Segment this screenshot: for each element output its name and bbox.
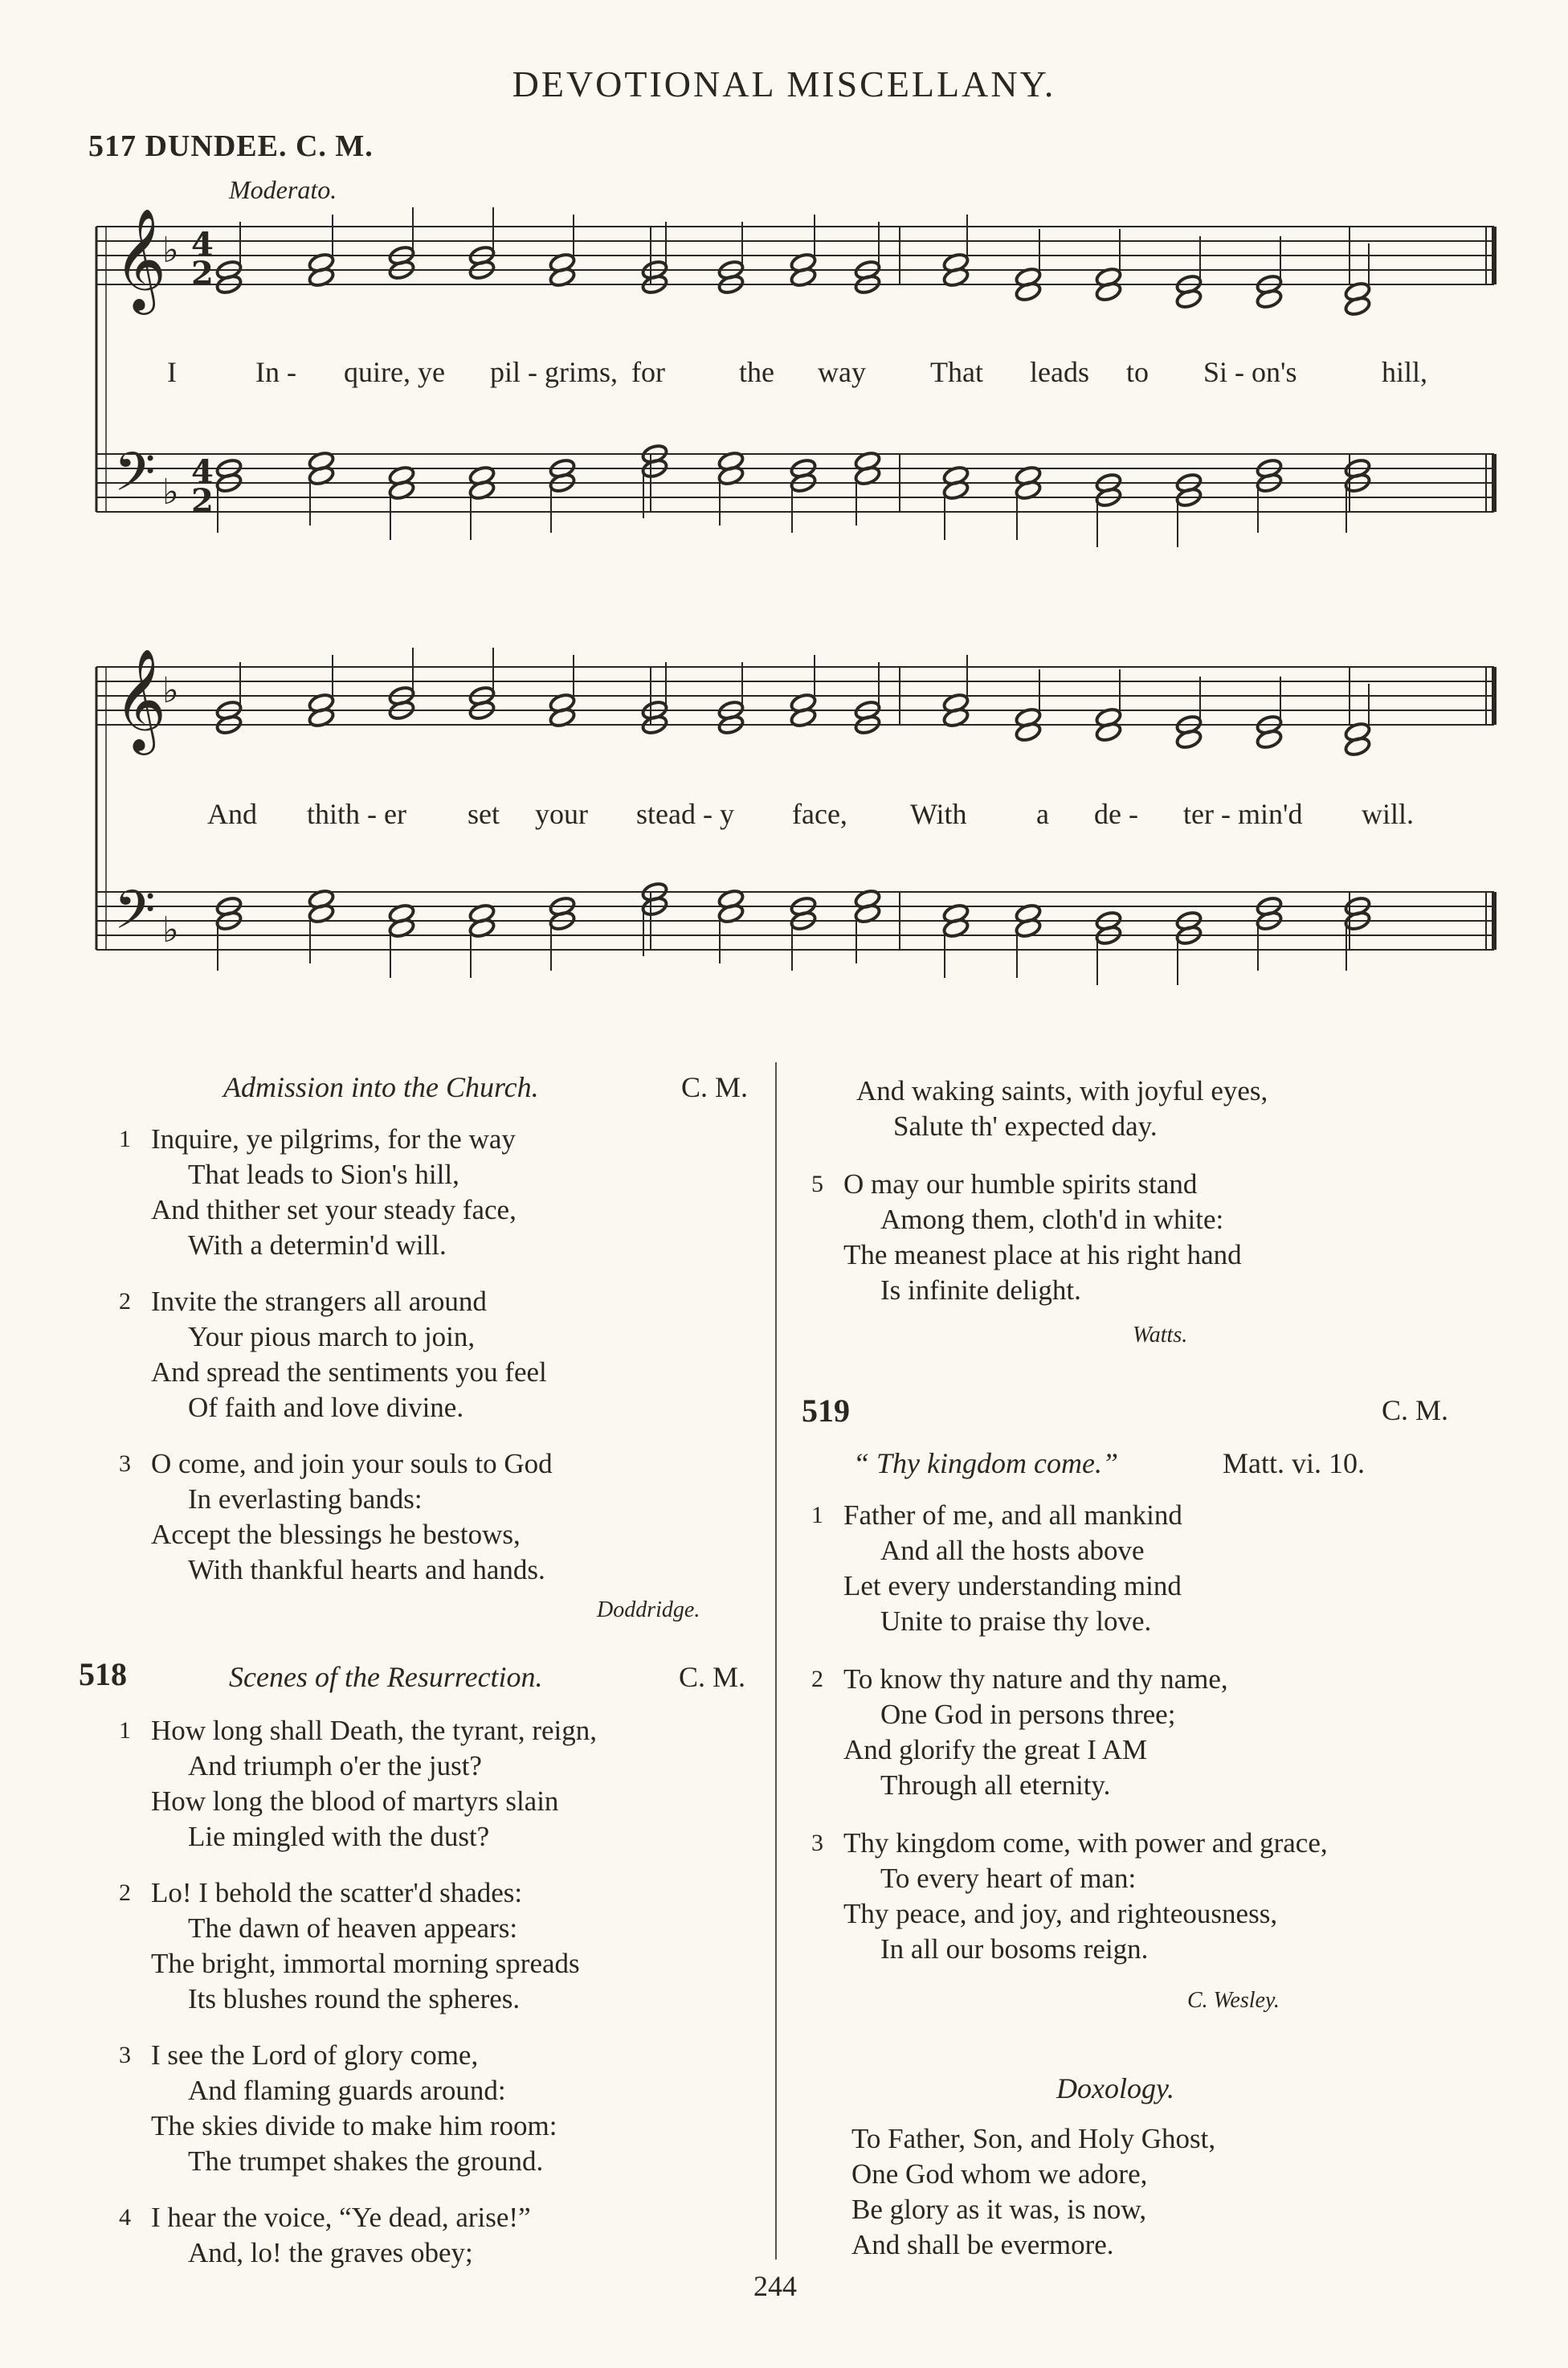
hymn-519-subtitle: “ Thy kingdom come.” (853, 1447, 1118, 1479)
verse-line (188, 2144, 543, 2179)
hymn-517-author: Doddridge. (597, 1597, 700, 1622)
svg-text:2: 2 (191, 482, 214, 520)
tune-number: 517 (88, 129, 137, 163)
verse-text: The trumpet shakes the ground. (188, 2145, 544, 2177)
verse-line (843, 1568, 1182, 1604)
bass-staff (96, 454, 1494, 512)
verse-text: In all our bosoms reign. (880, 1933, 1149, 1965)
verse-text: The skies divide to make him room: (151, 2110, 557, 2141)
verse-line (811, 1498, 1182, 1533)
verse-line (188, 2235, 473, 2271)
bass-staff (96, 892, 1494, 950)
hymn-518-number: 518 (79, 1656, 127, 1692)
svg-text:♭: ♭ (162, 670, 179, 711)
svg-text:𝄢: 𝄢 (114, 441, 156, 516)
hymn-519-author: C. Wesley. (1187, 1988, 1280, 2013)
verse-text: And all the hosts above (880, 1535, 1145, 1566)
hymn-517-meter: C. M. (681, 1071, 749, 1103)
hymn-519-meter: C. M. (1382, 1394, 1449, 1426)
svg-text:♭: ♭ (162, 230, 179, 271)
verse-line: Be glory as it was, is now, (851, 2194, 1147, 2225)
verse-line (119, 1446, 553, 1482)
lyric-syllable: will. (1362, 798, 1415, 830)
verse-number: 1 (119, 1717, 131, 1744)
verse-line (151, 1517, 521, 1552)
verse-number: 1 (119, 1126, 131, 1152)
verse-line (119, 1284, 487, 1319)
svg-text:4: 4 (191, 453, 214, 491)
lyric-syllable: I (167, 356, 177, 388)
verse-text: Father of me, and all mankind (843, 1499, 1182, 1531)
verse-line (880, 1768, 1110, 1803)
lyric-syllable: In - (255, 356, 296, 388)
lyric-syllable: the (739, 356, 774, 388)
svg-text:𝄢: 𝄢 (114, 879, 156, 954)
verse-text: Its blushes round the spheres. (188, 1983, 521, 2014)
verse-text: Among them, cloth'd in white: (880, 1204, 1224, 1235)
verse-line: To Father, Son, and Holy Ghost, (851, 2123, 1216, 2154)
hymn-518-title: Scenes of the Resurrection. (229, 1661, 543, 1693)
lyric-syllable: And (207, 798, 257, 830)
verse-line: One God whom we adore, (851, 2158, 1148, 2190)
column-divider (775, 1062, 777, 2260)
lyric-syllable: With (910, 798, 967, 830)
verse-text: How long shall Death, the tyrant, reign, (151, 1715, 598, 1746)
verse-line (843, 1732, 1147, 1768)
verse-line (880, 1932, 1148, 1967)
lyric-syllable: pil - grims, (490, 356, 618, 388)
verse-line (880, 1697, 1175, 1732)
verse-line (811, 1662, 1228, 1697)
verse-text: Thy kingdom come, with power and grace, (843, 1827, 1328, 1859)
verse-text: O come, and join your souls to God (151, 1448, 553, 1479)
verse-text: And spread the sentiments you feel (151, 1356, 547, 1388)
svg-text:2: 2 (191, 255, 214, 292)
verse-text: The dawn of heaven appears: (188, 1912, 518, 1944)
verse-text: Invite the strangers all around (151, 1286, 487, 1317)
verse-text: And thither set your steady face, (151, 1194, 517, 1225)
verse-line (188, 1390, 463, 1425)
running-head: DEVOTIONAL MISCELLANY. (512, 63, 1056, 104)
music-score (0, 0, 1568, 996)
verse-text: O may our humble spirits stand (843, 1168, 1198, 1200)
page-number: 244 (753, 2270, 797, 2302)
svg-text:♭: ♭ (162, 910, 179, 951)
lyric-syllable: quire, ye (344, 356, 445, 388)
lyric-syllable: to (1126, 356, 1149, 388)
lyric-syllable: face, (792, 798, 847, 830)
lyric-syllable: for (631, 356, 665, 388)
hymn-519-reference: Matt. vi. 10. (1223, 1447, 1365, 1479)
verse-number: 2 (119, 1288, 131, 1315)
verse-text: Unite to praise thy love. (880, 1605, 1152, 1637)
lyric-syllable: thith - er (307, 798, 406, 830)
svg-text:𝄞: 𝄞 (114, 648, 167, 750)
verse-text: To know thy nature and thy name, (843, 1663, 1228, 1695)
verse-text: I hear the voice, “Ye dead, arise!” (151, 2202, 531, 2233)
verse-line (188, 2073, 506, 2108)
verse-line (119, 2038, 479, 2073)
lyric-syllable: way (818, 356, 866, 388)
verse-text: Through all eternity. (880, 1769, 1111, 1801)
verse-line (188, 1552, 545, 1588)
verse-number: 4 (119, 2204, 131, 2231)
verse-number: 1 (811, 1502, 823, 1528)
verse-text: With a determin'd will. (188, 1229, 447, 1261)
svg-text:♭: ♭ (162, 472, 179, 513)
verse-line (188, 1819, 489, 1855)
verse-text: In everlasting bands: (188, 1483, 423, 1515)
verse-text: And flaming guards around: (188, 2075, 506, 2106)
verse-line (880, 1202, 1223, 1237)
verse-text: Lo! I behold the scatter'd shades: (151, 1877, 523, 1908)
verse-text: Accept the blessings he bestows, (151, 1519, 521, 1550)
verse-line (843, 1237, 1242, 1273)
verse-text: That leads to Sion's hill, (188, 1159, 459, 1190)
tempo-marking: Moderato. (229, 175, 337, 204)
verse-line (188, 1482, 423, 1517)
lyric-syllable: your (535, 798, 588, 830)
verse-line (151, 1784, 558, 1819)
hymn-518-meter: C. M. (679, 1661, 746, 1693)
hymn-519-number: 519 (802, 1393, 850, 1429)
lyric-syllable: de - (1094, 798, 1138, 830)
verse-text: How long the blood of martyrs slain (151, 1785, 559, 1817)
verse-line (119, 1122, 516, 1157)
verse-line: Salute th' expected day. (893, 1110, 1158, 1142)
lyric-syllable: ter - min'd (1183, 798, 1303, 830)
lyric-syllable: That (930, 356, 983, 388)
lyric-syllable: set (468, 798, 500, 830)
verse-line (811, 1167, 1198, 1202)
verse-line (880, 1861, 1136, 1896)
verse-text: Of faith and love divine. (188, 1392, 464, 1423)
verse-text: Your pious march to join, (188, 1321, 476, 1352)
verse-line (880, 1533, 1145, 1568)
verse-text: Thy peace, and joy, and righteousness, (843, 1898, 1278, 1929)
verse-line (188, 1157, 459, 1192)
verse-line (151, 1946, 580, 1982)
verse-line (880, 1604, 1151, 1639)
verse-number: 3 (119, 1450, 131, 1477)
hymn-517-title: Admission into the Church. (223, 1071, 539, 1103)
doxology-title: Doxology. (1056, 2072, 1174, 2104)
verse-text: And triumph o'er the just? (188, 1750, 482, 1781)
verse-line (188, 1228, 447, 1263)
verse-line (119, 1875, 523, 1911)
verse-line (151, 1192, 517, 1228)
verse-text: Inquire, ye pilgrims, for the way (151, 1123, 516, 1155)
verse-line: And shall be evermore. (851, 2229, 1114, 2260)
verse-line (188, 1911, 517, 1946)
verse-line (188, 1319, 475, 1355)
lyric-syllable: a (1036, 798, 1049, 830)
verse-text: With thankful hearts and hands. (188, 1554, 545, 1585)
verse-number: 3 (811, 1830, 823, 1856)
verse-line (151, 2108, 557, 2144)
tune-name: DUNDEE. C. M. (145, 129, 374, 163)
verse-line: And waking saints, with joyful eyes, (856, 1075, 1268, 1106)
verse-line (188, 1982, 520, 2017)
lyric-syllable: stead - y (636, 798, 734, 830)
hymn-518-author: Watts. (1133, 1323, 1188, 1348)
lyric-syllable: leads (1030, 356, 1089, 388)
verse-text: One God in persons three; (880, 1699, 1176, 1730)
verse-number: 5 (811, 1171, 823, 1197)
lyric-syllable: hill, (1382, 356, 1428, 388)
verse-text: The meanest place at his right hand (843, 1239, 1242, 1270)
verse-line (119, 1713, 598, 1748)
verse-text: To every heart of man: (880, 1863, 1137, 1894)
verse-line (880, 1273, 1081, 1308)
verse-number: 2 (119, 1879, 131, 1906)
verse-text: And glorify the great I AM (843, 1734, 1148, 1765)
verse-text: I see the Lord of glory come, (151, 2039, 479, 2071)
verse-text: The bright, immortal morning spreads (151, 1948, 580, 1979)
verse-text: Lie mingled with the dust? (188, 1821, 490, 1852)
verse-number: 2 (811, 1666, 823, 1692)
verse-line (188, 1748, 482, 1784)
verse-line (843, 1896, 1277, 1932)
verse-text: And, lo! the graves obey; (188, 2237, 473, 2268)
verse-line (151, 1355, 547, 1390)
svg-text:4: 4 (191, 226, 214, 264)
lyric-syllable: Si - on's (1203, 356, 1297, 388)
verse-number: 3 (119, 2042, 131, 2068)
verse-line (119, 2200, 531, 2235)
svg-text:𝄞: 𝄞 (114, 207, 167, 310)
verse-text: Is infinite delight. (880, 1274, 1081, 1306)
verse-text: Let every understanding mind (843, 1570, 1182, 1601)
verse-line (811, 1826, 1328, 1861)
